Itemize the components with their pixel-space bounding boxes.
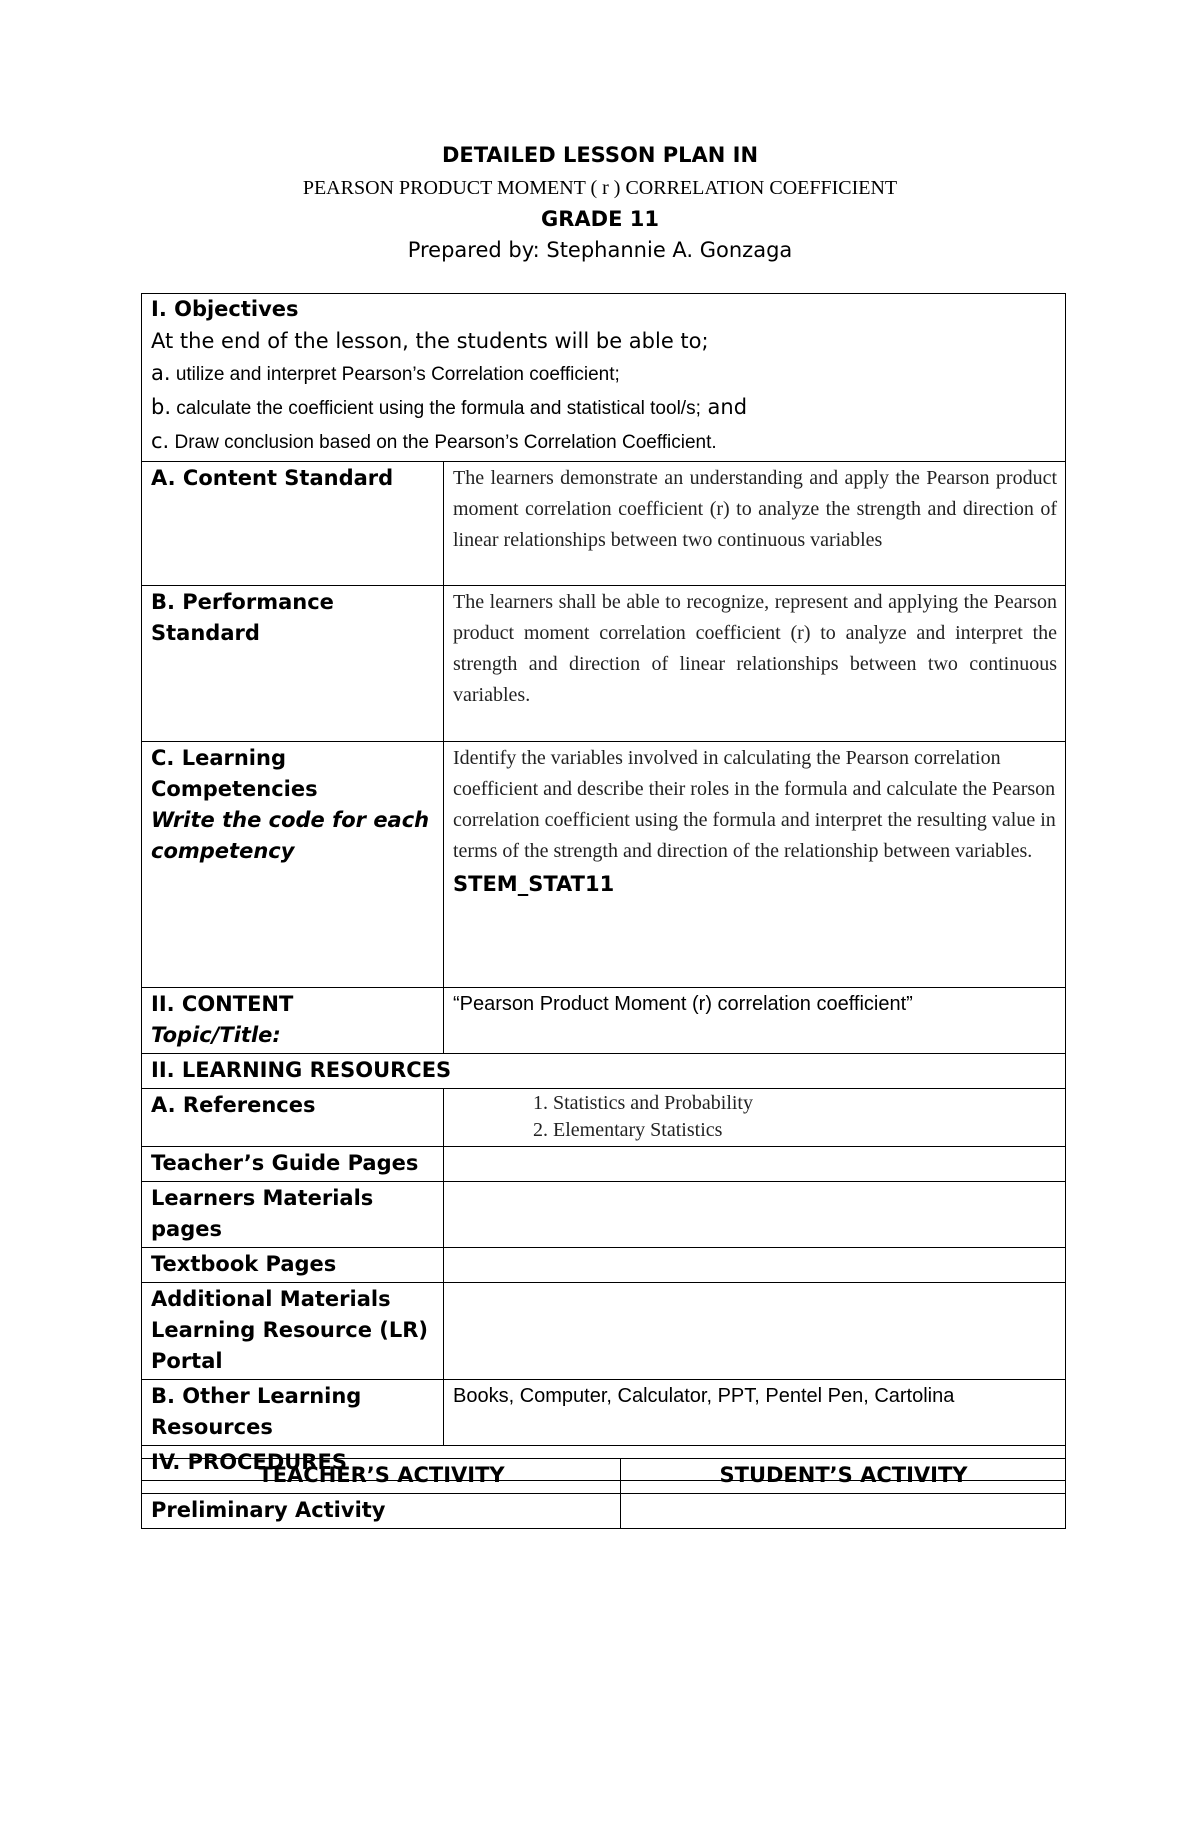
topic-title-text: “Pearson Product Moment (r) correlation coefficient” — [453, 993, 913, 1015]
objective-marker: b. — [151, 395, 172, 419]
content-row — [142, 988, 1066, 1054]
competency-code: STEM_STAT11 — [453, 872, 615, 896]
topic-title-label: Topic/Title: — [151, 1023, 281, 1047]
learners-materials-value-cell — [444, 1182, 1066, 1248]
content-standard-text: The learners demonstrate an understanding and apply the Pearson product moment correlation coefficient (r) to analyze the strength and direction of linear relationships between two continuous variables — [453, 467, 1058, 551]
content-standard-text-cell — [444, 462, 1066, 586]
student-activity-header: STUDENT’S ACTIVITY — [719, 1463, 968, 1487]
additional-materials-label: Additional Materials Learning Resource (LR) Portal — [151, 1287, 428, 1373]
student-activity-header-cell — [621, 1459, 1066, 1494]
teachers-guide-label: Teacher’s Guide Pages — [151, 1151, 419, 1175]
additional-materials-label-cell — [142, 1283, 444, 1380]
learning-resources-heading: II. LEARNING RESOURCES — [151, 1058, 452, 1082]
additional-materials-row — [142, 1283, 1066, 1380]
additional-materials-value-cell — [444, 1283, 1066, 1380]
teachers-guide-value-cell — [444, 1147, 1066, 1182]
objectives-heading: I. Objectives — [151, 297, 299, 321]
objective-tail: and — [700, 395, 748, 419]
content-standard-label-cell — [142, 462, 444, 586]
learning-resources-heading-cell — [142, 1054, 1066, 1089]
learners-materials-row — [142, 1182, 1066, 1248]
teacher-activity-header: TEACHER’S ACTIVITY — [258, 1463, 505, 1487]
competency-code-instruction: Write the code for each competency — [151, 808, 430, 863]
objective-text: calculate the coefficient using the formula and statistical tool/s; — [171, 398, 701, 419]
learning-competencies-row — [142, 742, 1066, 988]
content-text-cell — [444, 988, 1066, 1054]
objective-text: Draw conclusion based on the Pearson’s Correlation Coefficient. — [169, 432, 717, 453]
learners-materials-label-cell — [142, 1182, 444, 1248]
preliminary-activity-label: Preliminary Activity — [151, 1498, 386, 1522]
reference-item: 2. Elementary Statistics — [533, 1119, 723, 1141]
objective-item — [151, 391, 1057, 425]
other-resources-row — [142, 1380, 1066, 1446]
textbook-value-cell — [444, 1248, 1066, 1283]
objectives-cell — [142, 294, 1066, 462]
other-resources-text: Books, Computer, Calculator, PPT, Pentel Pen, Cartolina — [453, 1385, 955, 1407]
grade-level: GRADE 11 — [541, 207, 659, 231]
learning-competencies-label-cell — [142, 742, 444, 988]
objectives-row — [142, 294, 1066, 462]
performance-standard-text-cell — [444, 586, 1066, 742]
teacher-activity-header-cell — [142, 1459, 621, 1494]
objective-text: utilize and interpret Pearson’s Correlation coefficient; — [170, 364, 620, 385]
preliminary-activity-row — [142, 1494, 1066, 1529]
references-label-cell — [142, 1089, 444, 1147]
performance-standard-text: The learners shall be able to recognize, represent and applying the Pearson product moment correlation coefficient (r) to analyze and interpret the strength and direction of linear relationships between two continuous variables. — [453, 591, 1058, 706]
prepared-by: Prepared by: Stephannie A. Gonzaga — [407, 238, 793, 262]
textbook-row — [142, 1248, 1066, 1283]
teachers-guide-label-cell — [142, 1147, 444, 1182]
learning-resources-heading-row — [142, 1054, 1066, 1089]
objective-marker: c. — [151, 429, 170, 453]
learning-competencies-text: Identify the variables involved in calculating the Pearson correlation coefficient and describe their roles in the formula and calculate the Pearson correlation coefficient using the formula and interpret the resulting value in terms of the strength and direction of the relationship between variables. — [453, 747, 1056, 862]
other-resources-value-cell — [444, 1380, 1066, 1446]
procedures-columns-row — [142, 1459, 1066, 1494]
textbook-label: Textbook Pages — [151, 1252, 337, 1276]
references-label: A. References — [151, 1093, 316, 1117]
preliminary-activity-cell — [142, 1494, 621, 1529]
document-subject: PEARSON PRODUCT MOMENT ( r ) CORRELATION COEFFICIENT — [302, 177, 898, 199]
content-label-cell — [142, 988, 444, 1054]
performance-standard-label: B. Performance Standard — [151, 590, 334, 645]
performance-standard-label-cell — [142, 586, 444, 742]
performance-standard-row — [142, 586, 1066, 742]
procedures-table — [141, 1458, 1066, 1529]
lesson-plan-table — [141, 293, 1066, 1481]
other-resources-label-cell — [142, 1380, 444, 1446]
references-row — [142, 1089, 1066, 1147]
learning-competencies-label: C. Learning Competencies — [151, 746, 318, 801]
content-standard-row — [142, 462, 1066, 586]
objective-marker: a. — [151, 361, 171, 385]
procedures-heading: IV. PROCEDURES — [151, 1450, 347, 1474]
objective-item — [151, 357, 1057, 391]
teachers-guide-row — [142, 1147, 1066, 1182]
objectives-intro: At the end of the lesson, the students will be able to; — [151, 329, 709, 353]
content-standard-label: A. Content Standard — [151, 466, 394, 490]
content-label: II. CONTENT — [151, 992, 294, 1016]
other-resources-label: B. Other Learning Resources — [151, 1384, 362, 1439]
learners-materials-label: Learners Materials pages — [151, 1186, 374, 1241]
textbook-label-cell — [142, 1248, 444, 1283]
references-list-cell — [444, 1089, 1066, 1147]
document-title: DETAILED LESSON PLAN IN — [441, 143, 759, 167]
reference-item: 1. Statistics and Probability — [533, 1092, 753, 1114]
preliminary-student-cell — [621, 1494, 1066, 1529]
objective-item — [151, 425, 1057, 459]
learning-competencies-text-cell — [444, 742, 1066, 988]
